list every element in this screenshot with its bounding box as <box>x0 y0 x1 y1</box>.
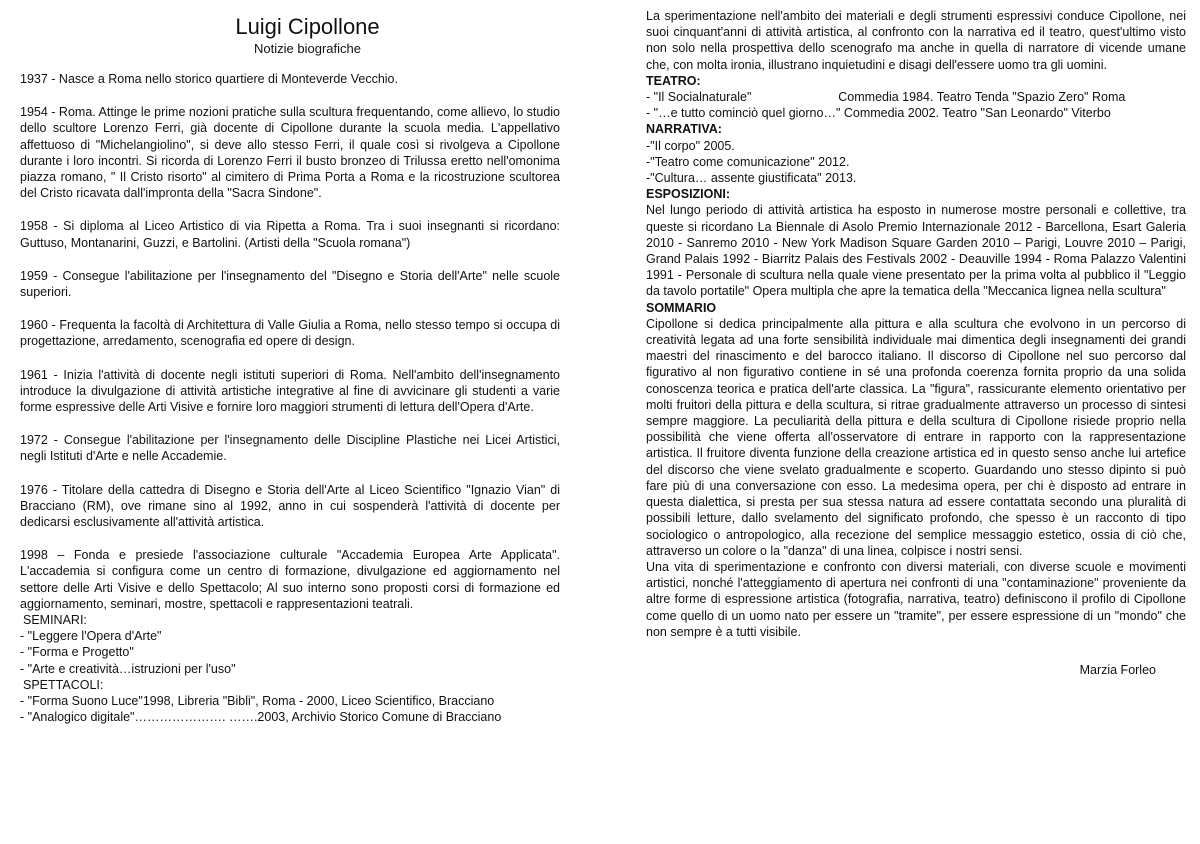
teatro-item: - "…e tutto cominciò quel giorno…" Commedia 2002. Teatro "San Leonardo" Viterbo <box>646 106 1111 121</box>
bio-entry-1954: 1954 - Roma. Attinge le prime nozioni pratiche sulla scultura frequentando, come allievo, lo studio dello scultore Lorenzo Ferri, già docente di Cipollone durante la scuola media. L'appellativo affettuoso di "Michelangiolino", si deve allo stesso Ferri, il quale così si rivolgeva a Cipollone durante i loro incontri. Si ricorda di Lorenzo Ferri il busto bronzeo di Trilussa eretto nell'omonima piazza romano, " Il Cristo risorto" al cimitero di Prima Porta a Roma e la ricostruzione scultorea del Cristo ricavata dall'impronta della "Sacra Sindone". <box>20 105 560 201</box>
teatro-item: - "Il Socialnaturale" Commedia 1984. Teatro Tenda "Spazio Zero" Roma <box>646 90 1126 105</box>
spettacolo-item: - "Forma Suono Luce"1998, Libreria "Bibli", Roma - 2000, Liceo Scientifico, Bracciano <box>20 694 495 709</box>
seminario-item: - "Arte e creatività…istruzioni per l'uso" <box>20 661 236 676</box>
sommario-heading: SOMMARIO <box>646 300 717 315</box>
esposizioni-paragraph: Nel lungo periodo di attività artistica ha esposto in numerose mostre personali e collettive, tra queste si ricordano La Biennale di Asolo Premio Internazionale 2012 - Barcellona, Esart Galeria 2010 - Sanremo 2010 - New York Madison Square Garden 2010 – Parigi, Louvre 2010 – Parigi, Grand Palais 1992 - Biarritz Palais des Festivals 2002 - Deauville 1994 - Roma Palazzo Valentini 1991 - Personale di scultura nella quale viene presentato per la prima volta al pubblico il "Leggio da tavolo portatile" Opera multipla che apre la tematica della "Meccanica lignea nella scultura" <box>646 203 1186 299</box>
bio-entry-1959: 1959 - Consegue l'abilitazione per l'insegnamento del "Disegno e Storia dell'Arte" nelle scuole superiori. <box>20 268 560 300</box>
author-signature: Marzia Forleo <box>1079 662 1156 677</box>
title-block <box>20 14 560 56</box>
narrativa-item: -"Cultura… assente giustificata" 2013. <box>646 171 857 186</box>
bio-entry-1937: 1937 - Nasce a Roma nello storico quartiere di Monteverde Vecchio. <box>20 72 398 86</box>
sommario-paragraph-1: Cipollone si dedica principalmente alla pittura e alla scultura che evolvono in un percorso di creatività legata ad una forte sensibilità individuale mai dimentica degli insegnamenti dei grandi maestri del rinascimento e del barocco italiano. Il discorso di Cipollone nel suo percorso dal figurativo al non figurativo contiene in sé una profonda coerenza fornita proprio da una solida conoscenza teorica e pratica dell'arte classica. La "figura", rassicurante elemento orientativo per molti fruitori della pittura e della scultura, si ritrae gradualmente attraverso un processo di sintesi sempre maggiore. La peculiarità della pittura e della scultura di Cipollone risiede proprio nella possibilità che viene offerta all'osservatore di entrare in rapporto con la rappresentazione artistica. Il fruitore diventa funzione della creazione artistica ed in questo senso anche lui artefice del discorso che viene svelato gradualmente e scoperto. Guardando uno stesso dipinto si può fare più di una conversazione con esso. La medesima opera, per chi è disposto ad entrare in questa dialettica, si presta per sua stessa natura ad essere contattata secondo una pluralità di possibili letture, dallo svelamento del significato profondo, che spesso è un racconto di tipo sociologico o antropologico, alla recezione del semplice messaggio estetico, ossia di ciò che, attraverso un colore o la "danza" di una linea, colpisce i nostri sensi. <box>646 316 1186 558</box>
intro-paragraph: La sperimentazione nell'ambito dei materiali e degli strumenti espressivi conduce Cipollone, nei suoi cinquant'anni di attività artistica, al confronto con la narrativa ed il teatro, quest'ultimo visto non solo nella prospettiva dello scenografo ma anche in quella di narratore di vicende umane che, con molta ironia, illustrano inquietudini e disagi dell'essere uomo tra gli uomini. <box>646 9 1186 72</box>
teatro-heading: TEATRO: <box>646 73 701 88</box>
bio-entry-1958: 1958 - Si diploma al Liceo Artistico di via Ripetta a Roma. Tra i suoi insegnanti si ricordano: Guttuso, Montanarini, Guzzi, e Bartolini. (Artisti della "Scuola romana") <box>20 219 560 250</box>
bio-entry-1998: 1998 – Fonda e presiede l'associazione culturale "Accademia Europea Arte Applicata". L'accademia si configura come un centro di formazione, divulgazione ed aggiornamento nel settore delle Arti Visive e dello Spettacolo; Al suo interno sono proposti corsi di formazione ed aggiornamento, seminari, mostre, spettacoli e rappresentazioni teatrali. <box>20 548 560 611</box>
seminari-heading: SEMINARI: <box>23 613 87 628</box>
bio-entry-1960: 1960 - Frequenta la facoltà di Architettura di Valle Giulia a Roma, nello stesso tempo si occupa di progettazione, arredamento, scenografia ed opere di design. <box>20 318 560 349</box>
seminario-item: - "Leggere l'Opera d'Arte" <box>20 629 162 644</box>
narrativa-item: -"Teatro come comunicazione" 2012. <box>646 154 850 169</box>
bio-entry-1976: 1976 - Titolare della cattedra di Disegno e Storia dell'Arte al Liceo Scientifico "Ignazio Vian" di Bracciano (RM), ove rimane sino al 1992, anno in cui sospenderà l'attività di docente per dedicarsi esclusivamente all'attività artistica. <box>20 482 560 530</box>
esposizioni-heading: ESPOSIZIONI: <box>646 187 731 202</box>
right-column <box>646 0 1186 678</box>
narrativa-heading: NARRATIVA: <box>646 122 722 137</box>
bio-entry-1961: 1961 - Inizia l'attività di docente negli istituti superiori di Roma. Nell'ambito dell'insegnamento introduce la divulgazione di attività artistiche integrative al fine di avvicinare gli studenti a varie forme espressive delle Arti Visive e fornire loro maggiori strumenti di lettura dell'Opera d'Arte. <box>20 367 560 415</box>
left-column <box>20 0 560 726</box>
seminario-item: - "Forma e Progetto" <box>20 645 134 660</box>
page-title: Luigi Cipollone <box>235 14 380 39</box>
spettacolo-item: - "Analogico digitale"…………………. …….2003, Archivio Storico Comune di Bracciano <box>20 710 502 725</box>
narrativa-item: -"Il corpo" 2005. <box>646 138 735 153</box>
spettacoli-heading: SPETTACOLI: <box>23 677 104 692</box>
page-subtitle: Notizie biografiche <box>254 41 361 56</box>
bio-entry-1972: 1972 - Consegue l'abilitazione per l'insegnamento delle Discipline Plastiche nei Licei Artistici, negli Istituti d'Arte e nelle Accademie. <box>20 433 560 464</box>
sommario-paragraph-2: Una vita di sperimentazione e confronto con diversi materiali, con diverse scuole e movimenti artistici, nonché l'atteggiamento di apertura nei confronti di una "contaminazione" proveniente da altre forme di espressione artistica (fotografia, narrativa, teatro) definiscono il profilo di Cipollone come quello di un uomo nato per essere un "tramite", per essere espressione di un "mondo" che non sempre è a tutti visibile. <box>646 559 1186 639</box>
